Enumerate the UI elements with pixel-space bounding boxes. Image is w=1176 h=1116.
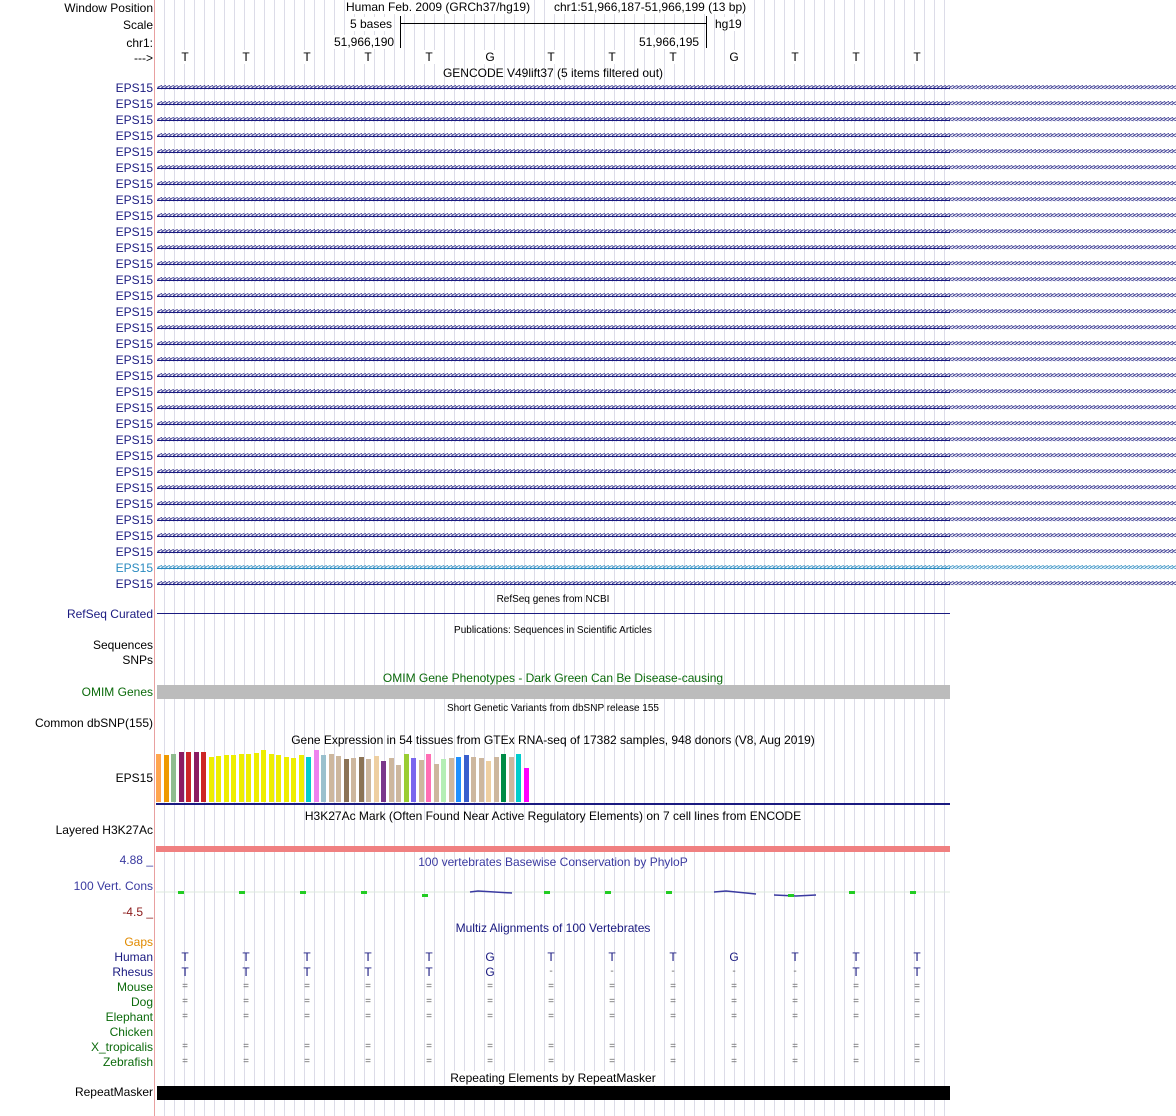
gtex-tissue-bar[interactable] [299, 755, 304, 802]
gencode-transcript-label[interactable]: EPS15 [115, 129, 153, 143]
conservation-mark [361, 891, 367, 894]
gtex-tissue-bar[interactable] [276, 755, 281, 802]
base-letter: G [485, 50, 495, 64]
gtex-tissue-bar[interactable] [479, 758, 484, 802]
strand-arrows: <<<<<<<<<<<<<<<<<<<<<<<<<<<<<<<<<<<<<<<<<<<<<<<<<<<<<<<<<<<<<<<<<<<<<<<<<<<<<<<<<<<<<<<<<<<<<<<<<<<<<<<<<<<<<<<<<<<<<<<<<<<<<<<<<<<<<<<<<<<<<<<<<<<<<<<<<<<<<<<<<<<<<<<<<<<<<<<<<<<<<<<<<<<<<<<<<<<<<<<<<<<<<<<<<<<<<<<<<<<<<<<<<<<<<<<<<<<<<<<<<<<<<<<<<<<<<<<<<<<< [157, 99, 1176, 109]
gtex-tissue-bar[interactable] [456, 757, 461, 802]
gtex-tissue-bar[interactable] [471, 757, 476, 802]
gtex-tissue-bar[interactable] [524, 768, 529, 802]
gtex-tissue-bar[interactable] [194, 752, 199, 802]
alignment-base: = [792, 1011, 798, 1022]
gtex-tissue-bar[interactable] [344, 759, 349, 802]
gtex-tissue-bar[interactable] [494, 757, 499, 802]
strand-arrows: <<<<<<<<<<<<<<<<<<<<<<<<<<<<<<<<<<<<<<<<<<<<<<<<<<<<<<<<<<<<<<<<<<<<<<<<<<<<<<<<<<<<<<<<<<<<<<<<<<<<<<<<<<<<<<<<<<<<<<<<<<<<<<<<<<<<<<<<<<<<<<<<<<<<<<<<<<<<<<<<<<<<<<<<<<<<<<<<<<<<<<<<<<<<<<<<<<<<<<<<<<<<<<<<<<<<<<<<<<<<<<<<<<<<<<<<<<<<<<<<<<<<<<<<<<<<<<<<<<<< [157, 387, 1176, 397]
gtex-tissue-bar[interactable] [179, 752, 184, 802]
multiz-gaps-label: Gaps [124, 935, 153, 949]
conservation-plot[interactable] [156, 880, 950, 900]
alignment-base: T [913, 950, 921, 964]
alignment-base: T [852, 965, 860, 979]
species-label[interactable]: Human [114, 950, 153, 964]
strand-arrows: <<<<<<<<<<<<<<<<<<<<<<<<<<<<<<<<<<<<<<<<<<<<<<<<<<<<<<<<<<<<<<<<<<<<<<<<<<<<<<<<<<<<<<<<<<<<<<<<<<<<<<<<<<<<<<<<<<<<<<<<<<<<<<<<<<<<<<<<<<<<<<<<<<<<<<<<<<<<<<<<<<<<<<<<<<<<<<<<<<<<<<<<<<<<<<<<<<<<<<<<<<<<<<<<<<<<<<<<<<<<<<<<<<<<<<<<<<<<<<<<<<<<<<<<<<<<<<<<<<<< [157, 467, 1176, 477]
alignment-base: = [365, 996, 371, 1007]
alignment-base: = [731, 981, 737, 992]
conservation-label[interactable]: 100 Vert. Cons [73, 879, 153, 893]
alignment-base: = [853, 981, 859, 992]
gtex-track-title[interactable]: Gene Expression in 54 tissues from GTEx RNA-seq of 17382 samples, 948 donors (V8, Aug 2019) [291, 733, 815, 747]
gencode-transcript-label[interactable]: EPS15 [115, 449, 153, 463]
gtex-tissue-bar[interactable] [156, 754, 161, 802]
alignment-base: = [670, 981, 676, 992]
gtex-tissue-bar[interactable] [396, 765, 401, 802]
alignment-base: = [304, 1011, 310, 1022]
conservation-mark [300, 891, 306, 894]
alignment-base: = [792, 996, 798, 1007]
gtex-tissue-bar[interactable] [186, 752, 191, 802]
alignment-base: = [487, 996, 493, 1007]
alignment-base: G [485, 950, 495, 964]
gencode-transcript-label[interactable]: EPS15 [115, 385, 153, 399]
strand-arrows: <<<<<<<<<<<<<<<<<<<<<<<<<<<<<<<<<<<<<<<<<<<<<<<<<<<<<<<<<<<<<<<<<<<<<<<<<<<<<<<<<<<<<<<<<<<<<<<<<<<<<<<<<<<<<<<<<<<<<<<<<<<<<<<<<<<<<<<<<<<<<<<<<<<<<<<<<<<<<<<<<<<<<<<<<<<<<<<<<<<<<<<<<<<<<<<<<<<<<<<<<<<<<<<<<<<<<<<<<<<<<<<<<<<<<<<<<<<<<<<<<<<<<<<<<<<<<<<<<<<< [157, 323, 1176, 333]
gtex-tissue-bar[interactable] [419, 760, 424, 802]
alignment-base: G [729, 950, 739, 964]
base-letter: G [729, 50, 739, 64]
alignment-base: = [304, 1041, 310, 1052]
gencode-transcript-label[interactable]: EPS15 [115, 545, 153, 559]
alignment-base: = [548, 1056, 554, 1067]
alignment-base: = [487, 981, 493, 992]
gtex-tissue-bar[interactable] [216, 756, 221, 802]
species-label[interactable]: Zebrafish [102, 1055, 153, 1069]
alignment-base: = [426, 1056, 432, 1067]
omim-label[interactable]: OMIM Genes [81, 685, 153, 699]
repeatmasker-bar[interactable] [157, 1086, 950, 1100]
conservation-mark [910, 891, 916, 894]
gtex-tissue-bar[interactable] [269, 754, 274, 802]
gtex-tissue-bar[interactable] [501, 754, 506, 802]
gtex-tissue-bar[interactable] [351, 758, 356, 802]
base-letter: T [179, 50, 191, 64]
h3k27ac-label[interactable]: Layered H3K27Ac [55, 823, 153, 837]
gtex-tissue-bar[interactable] [164, 755, 169, 802]
strand-arrows: <<<<<<<<<<<<<<<<<<<<<<<<<<<<<<<<<<<<<<<<<<<<<<<<<<<<<<<<<<<<<<<<<<<<<<<<<<<<<<<<<<<<<<<<<<<<<<<<<<<<<<<<<<<<<<<<<<<<<<<<<<<<<<<<<<<<<<<<<<<<<<<<<<<<<<<<<<<<<<<<<<<<<<<<<<<<<<<<<<<<<<<<<<<<<<<<<<<<<<<<<<<<<<<<<<<<<<<<<<<<<<<<<<<<<<<<<<<<<<<<<<<<<<<<<<<<<<<<<<<< [157, 307, 1176, 317]
alignment-base: T [181, 965, 189, 979]
multiz-track-title[interactable]: Multiz Alignments of 100 Vertebrates [455, 921, 651, 935]
label-separator [154, 0, 155, 1116]
alignment-base: - [671, 966, 675, 977]
gtex-tissue-bar[interactable] [366, 759, 371, 802]
species-label[interactable]: Chicken [109, 1025, 153, 1039]
gencode-transcript-label[interactable]: EPS15 [115, 353, 153, 367]
alignment-base: = [365, 1011, 371, 1022]
alignment-base: = [304, 1056, 310, 1067]
gencode-transcript-label[interactable]: EPS15 [115, 97, 153, 111]
strand-arrows: <<<<<<<<<<<<<<<<<<<<<<<<<<<<<<<<<<<<<<<<<<<<<<<<<<<<<<<<<<<<<<<<<<<<<<<<<<<<<<<<<<<<<<<<<<<<<<<<<<<<<<<<<<<<<<<<<<<<<<<<<<<<<<<<<<<<<<<<<<<<<<<<<<<<<<<<<<<<<<<<<<<<<<<<<<<<<<<<<<<<<<<<<<<<<<<<<<<<<<<<<<<<<<<<<<<<<<<<<<<<<<<<<<<<<<<<<<<<<<<<<<<<<<<<<<<<<<<<<<<< [157, 483, 1176, 493]
refseq-track-title[interactable]: RefSeq genes from NCBI [496, 594, 610, 605]
scale-label: Scale [122, 18, 153, 32]
base-letter: T [850, 50, 862, 64]
gencode-transcript-label[interactable]: EPS15 [115, 289, 153, 303]
gtex-tissue-bar[interactable] [404, 754, 409, 802]
gtex-tissue-bar[interactable] [224, 755, 229, 802]
alignment-base: T [791, 950, 799, 964]
scale-bar-right-tick [706, 16, 707, 30]
gtex-baseline [156, 803, 950, 805]
base-letter: T [911, 50, 923, 64]
coord-left: 51,966,190 [334, 35, 395, 49]
alignment-base: T [364, 950, 372, 964]
publications-sequences-label[interactable]: Sequences [92, 638, 153, 652]
strand-arrows: <<<<<<<<<<<<<<<<<<<<<<<<<<<<<<<<<<<<<<<<<<<<<<<<<<<<<<<<<<<<<<<<<<<<<<<<<<<<<<<<<<<<<<<<<<<<<<<<<<<<<<<<<<<<<<<<<<<<<<<<<<<<<<<<<<<<<<<<<<<<<<<<<<<<<<<<<<<<<<<<<<<<<<<<<<<<<<<<<<<<<<<<<<<<<<<<<<<<<<<<<<<<<<<<<<<<<<<<<<<<<<<<<<<<<<<<<<<<<<<<<<<<<<<<<<<<<<<<<<<< [157, 227, 1176, 237]
alignment-base: = [487, 1056, 493, 1067]
alignment-base: T [669, 950, 677, 964]
base-letter: T [545, 50, 557, 64]
gtex-tissue-bar[interactable] [329, 754, 334, 802]
strand-arrows: <<<<<<<<<<<<<<<<<<<<<<<<<<<<<<<<<<<<<<<<<<<<<<<<<<<<<<<<<<<<<<<<<<<<<<<<<<<<<<<<<<<<<<<<<<<<<<<<<<<<<<<<<<<<<<<<<<<<<<<<<<<<<<<<<<<<<<<<<<<<<<<<<<<<<<<<<<<<<<<<<<<<<<<<<<<<<<<<<<<<<<<<<<<<<<<<<<<<<<<<<<<<<<<<<<<<<<<<<<<<<<<<<<<<<<<<<<<<<<<<<<<<<<<<<<<<<<<<<<<< [157, 339, 1176, 349]
gtex-tissue-bar[interactable] [381, 761, 386, 802]
alignment-base: T [608, 950, 616, 964]
assembly-name: Human Feb. 2009 (GRCh37/hg19) [346, 0, 531, 14]
gtex-tissue-bar[interactable] [284, 757, 289, 802]
gtex-tissue-bar[interactable] [231, 755, 236, 802]
base-letter: T [423, 50, 435, 64]
species-label[interactable]: Mouse [116, 980, 153, 994]
alignment-base: T [425, 950, 433, 964]
species-label[interactable]: Rhesus [112, 965, 153, 979]
alignment-base: = [426, 1011, 432, 1022]
gtex-tissue-bar[interactable] [441, 759, 446, 802]
strand-arrows: <<<<<<<<<<<<<<<<<<<<<<<<<<<<<<<<<<<<<<<<<<<<<<<<<<<<<<<<<<<<<<<<<<<<<<<<<<<<<<<<<<<<<<<<<<<<<<<<<<<<<<<<<<<<<<<<<<<<<<<<<<<<<<<<<<<<<<<<<<<<<<<<<<<<<<<<<<<<<<<<<<<<<<<<<<<<<<<<<<<<<<<<<<<<<<<<<<<<<<<<<<<<<<<<<<<<<<<<<<<<<<<<<<<<<<<<<<<<<<<<<<<<<<<<<<<<<<<<<<<< [157, 371, 1176, 381]
alignment-base: = [609, 996, 615, 1007]
gencode-transcript-label[interactable]: EPS15 [115, 465, 153, 479]
dbsnp-track-title[interactable]: Short Genetic Variants from dbSNP release 155 [447, 703, 659, 714]
gtex-tissue-bar[interactable] [411, 758, 416, 802]
scale-bar [400, 23, 707, 24]
conservation-mark [178, 891, 184, 894]
window-position-label: Window Position [64, 1, 153, 15]
strand-arrows: <<<<<<<<<<<<<<<<<<<<<<<<<<<<<<<<<<<<<<<<<<<<<<<<<<<<<<<<<<<<<<<<<<<<<<<<<<<<<<<<<<<<<<<<<<<<<<<<<<<<<<<<<<<<<<<<<<<<<<<<<<<<<<<<<<<<<<<<<<<<<<<<<<<<<<<<<<<<<<<<<<<<<<<<<<<<<<<<<<<<<<<<<<<<<<<<<<<<<<<<<<<<<<<<<<<<<<<<<<<<<<<<<<<<<<<<<<<<<<<<<<<<<<<<<<<<<<<<<<<< [157, 451, 1176, 461]
conservation-mark [666, 891, 672, 894]
gencode-transcript-label[interactable]: EPS15 [115, 561, 153, 575]
base-letter: T [606, 50, 618, 64]
gencode-transcript-label[interactable]: EPS15 [115, 273, 153, 287]
conservation-max-label: 4.88 _ [119, 853, 153, 867]
strand-arrows: <<<<<<<<<<<<<<<<<<<<<<<<<<<<<<<<<<<<<<<<<<<<<<<<<<<<<<<<<<<<<<<<<<<<<<<<<<<<<<<<<<<<<<<<<<<<<<<<<<<<<<<<<<<<<<<<<<<<<<<<<<<<<<<<<<<<<<<<<<<<<<<<<<<<<<<<<<<<<<<<<<<<<<<<<<<<<<<<<<<<<<<<<<<<<<<<<<<<<<<<<<<<<<<<<<<<<<<<<<<<<<<<<<<<<<<<<<<<<<<<<<<<<<<<<<<<<<<<<<<< [157, 115, 1176, 125]
strand-arrows: <<<<<<<<<<<<<<<<<<<<<<<<<<<<<<<<<<<<<<<<<<<<<<<<<<<<<<<<<<<<<<<<<<<<<<<<<<<<<<<<<<<<<<<<<<<<<<<<<<<<<<<<<<<<<<<<<<<<<<<<<<<<<<<<<<<<<<<<<<<<<<<<<<<<<<<<<<<<<<<<<<<<<<<<<<<<<<<<<<<<<<<<<<<<<<<<<<<<<<<<<<<<<<<<<<<<<<<<<<<<<<<<<<<<<<<<<<<<<<<<<<<<<<<<<<<<<<<<<<<< [157, 195, 1176, 205]
alignment-base: = [853, 1056, 859, 1067]
conservation-mark [544, 891, 550, 894]
gtex-tissue-bar[interactable] [321, 755, 326, 802]
gtex-tissue-bar[interactable] [426, 754, 431, 802]
alignment-base: = [548, 1011, 554, 1022]
gtex-tissue-bar[interactable] [374, 756, 379, 802]
alignment-base: = [792, 1056, 798, 1067]
gencode-transcript-label[interactable]: EPS15 [115, 209, 153, 223]
gtex-tissue-bar[interactable] [389, 758, 394, 802]
alignment-base: G [485, 965, 495, 979]
conservation-curve [774, 895, 816, 896]
gencode-transcript-label[interactable]: EPS15 [115, 401, 153, 415]
alignment-base: = [365, 1041, 371, 1052]
alignment-base: = [243, 1056, 249, 1067]
alignment-base: = [670, 1056, 676, 1067]
alignment-base: = [426, 981, 432, 992]
base-letter: T [667, 50, 679, 64]
strand-arrows: <<<<<<<<<<<<<<<<<<<<<<<<<<<<<<<<<<<<<<<<<<<<<<<<<<<<<<<<<<<<<<<<<<<<<<<<<<<<<<<<<<<<<<<<<<<<<<<<<<<<<<<<<<<<<<<<<<<<<<<<<<<<<<<<<<<<<<<<<<<<<<<<<<<<<<<<<<<<<<<<<<<<<<<<<<<<<<<<<<<<<<<<<<<<<<<<<<<<<<<<<<<<<<<<<<<<<<<<<<<<<<<<<<<<<<<<<<<<<<<<<<<<<<<<<<<<<<<<<<<< [157, 83, 1176, 93]
gencode-track-title[interactable]: GENCODE V49lift37 (5 items filtered out) [442, 66, 664, 80]
strand-arrows: <<<<<<<<<<<<<<<<<<<<<<<<<<<<<<<<<<<<<<<<<<<<<<<<<<<<<<<<<<<<<<<<<<<<<<<<<<<<<<<<<<<<<<<<<<<<<<<<<<<<<<<<<<<<<<<<<<<<<<<<<<<<<<<<<<<<<<<<<<<<<<<<<<<<<<<<<<<<<<<<<<<<<<<<<<<<<<<<<<<<<<<<<<<<<<<<<<<<<<<<<<<<<<<<<<<<<<<<<<<<<<<<<<<<<<<<<<<<<<<<<<<<<<<<<<<<<<<<<<<< [157, 275, 1176, 285]
db-text: hg19 [715, 17, 742, 31]
strand-arrows: <<<<<<<<<<<<<<<<<<<<<<<<<<<<<<<<<<<<<<<<<<<<<<<<<<<<<<<<<<<<<<<<<<<<<<<<<<<<<<<<<<<<<<<<<<<<<<<<<<<<<<<<<<<<<<<<<<<<<<<<<<<<<<<<<<<<<<<<<<<<<<<<<<<<<<<<<<<<<<<<<<<<<<<<<<<<<<<<<<<<<<<<<<<<<<<<<<<<<<<<<<<<<<<<<<<<<<<<<<<<<<<<<<<<<<<<<<<<<<<<<<<<<<<<<<<<<<<<<<<< [157, 531, 1176, 541]
strand-arrows: <<<<<<<<<<<<<<<<<<<<<<<<<<<<<<<<<<<<<<<<<<<<<<<<<<<<<<<<<<<<<<<<<<<<<<<<<<<<<<<<<<<<<<<<<<<<<<<<<<<<<<<<<<<<<<<<<<<<<<<<<<<<<<<<<<<<<<<<<<<<<<<<<<<<<<<<<<<<<<<<<<<<<<<<<<<<<<<<<<<<<<<<<<<<<<<<<<<<<<<<<<<<<<<<<<<<<<<<<<<<<<<<<<<<<<<<<<<<<<<<<<<<<<<<<<<<<<<<<<<< [157, 403, 1176, 413]
base-letter: T [240, 50, 252, 64]
conservation-mark [605, 891, 611, 894]
species-label[interactable]: X_tropicalis [90, 1040, 153, 1054]
strand-arrows: <<<<<<<<<<<<<<<<<<<<<<<<<<<<<<<<<<<<<<<<<<<<<<<<<<<<<<<<<<<<<<<<<<<<<<<<<<<<<<<<<<<<<<<<<<<<<<<<<<<<<<<<<<<<<<<<<<<<<<<<<<<<<<<<<<<<<<<<<<<<<<<<<<<<<<<<<<<<<<<<<<<<<<<<<<<<<<<<<<<<<<<<<<<<<<<<<<<<<<<<<<<<<<<<<<<<<<<<<<<<<<<<<<<<<<<<<<<<<<<<<<<<<<<<<<<<<<<<<<<< [157, 179, 1176, 189]
alignment-base: T [425, 965, 433, 979]
conservation-mark [849, 891, 855, 894]
refseq-gene-line[interactable] [157, 613, 950, 614]
gtex-tissue-bar[interactable] [306, 757, 311, 802]
conservation-mark [788, 894, 794, 897]
alignment-base: T [303, 965, 311, 979]
coord-left-tick [400, 30, 401, 48]
gtex-tissue-bar[interactable] [449, 758, 454, 802]
gencode-transcript-label[interactable]: EPS15 [115, 577, 153, 591]
alignment-base: - [549, 966, 553, 977]
gtex-tissue-bar[interactable] [434, 764, 439, 802]
base-letter: T [789, 50, 801, 64]
strand-arrows: <<<<<<<<<<<<<<<<<<<<<<<<<<<<<<<<<<<<<<<<<<<<<<<<<<<<<<<<<<<<<<<<<<<<<<<<<<<<<<<<<<<<<<<<<<<<<<<<<<<<<<<<<<<<<<<<<<<<<<<<<<<<<<<<<<<<<<<<<<<<<<<<<<<<<<<<<<<<<<<<<<<<<<<<<<<<<<<<<<<<<<<<<<<<<<<<<<<<<<<<<<<<<<<<<<<<<<<<<<<<<<<<<<<<<<<<<<<<<<<<<<<<<<<<<<<<<<<<<<<< [157, 131, 1176, 141]
gtex-tissue-bar[interactable] [464, 755, 469, 802]
gtex-tissue-bar[interactable] [209, 757, 214, 802]
strand-arrows: <<<<<<<<<<<<<<<<<<<<<<<<<<<<<<<<<<<<<<<<<<<<<<<<<<<<<<<<<<<<<<<<<<<<<<<<<<<<<<<<<<<<<<<<<<<<<<<<<<<<<<<<<<<<<<<<<<<<<<<<<<<<<<<<<<<<<<<<<<<<<<<<<<<<<<<<<<<<<<<<<<<<<<<<<<<<<<<<<<<<<<<<<<<<<<<<<<<<<<<<<<<<<<<<<<<<<<<<<<<<<<<<<<<<<<<<<<<<<<<<<<<<<<<<<<<<<<<<<<<< [157, 499, 1176, 509]
gtex-tissue-bar[interactable] [486, 761, 491, 802]
strand-arrows: <<<<<<<<<<<<<<<<<<<<<<<<<<<<<<<<<<<<<<<<<<<<<<<<<<<<<<<<<<<<<<<<<<<<<<<<<<<<<<<<<<<<<<<<<<<<<<<<<<<<<<<<<<<<<<<<<<<<<<<<<<<<<<<<<<<<<<<<<<<<<<<<<<<<<<<<<<<<<<<<<<<<<<<<<<<<<<<<<<<<<<<<<<<<<<<<<<<<<<<<<<<<<<<<<<<<<<<<<<<<<<<<<<<<<<<<<<<<<<<<<<<<<<<<<<<<<<<<<<<< [157, 563, 1176, 573]
gencode-transcript-label[interactable]: EPS15 [115, 241, 153, 255]
base-letter: T [301, 50, 313, 64]
scale-text: 5 bases [350, 17, 393, 31]
gtex-tissue-bar[interactable] [314, 750, 319, 802]
gencode-transcript-label[interactable]: EPS15 [115, 529, 153, 543]
omim-gene-bar[interactable] [157, 685, 950, 699]
strand-arrows: <<<<<<<<<<<<<<<<<<<<<<<<<<<<<<<<<<<<<<<<<<<<<<<<<<<<<<<<<<<<<<<<<<<<<<<<<<<<<<<<<<<<<<<<<<<<<<<<<<<<<<<<<<<<<<<<<<<<<<<<<<<<<<<<<<<<<<<<<<<<<<<<<<<<<<<<<<<<<<<<<<<<<<<<<<<<<<<<<<<<<<<<<<<<<<<<<<<<<<<<<<<<<<<<<<<<<<<<<<<<<<<<<<<<<<<<<<<<<<<<<<<<<<<<<<<<<<<<<<<< [157, 243, 1176, 253]
omim-track-title[interactable]: OMIM Gene Phenotypes - Dark Green Can Be Disease-causing [382, 671, 724, 685]
alignment-base: T [913, 965, 921, 979]
strand-arrows: <<<<<<<<<<<<<<<<<<<<<<<<<<<<<<<<<<<<<<<<<<<<<<<<<<<<<<<<<<<<<<<<<<<<<<<<<<<<<<<<<<<<<<<<<<<<<<<<<<<<<<<<<<<<<<<<<<<<<<<<<<<<<<<<<<<<<<<<<<<<<<<<<<<<<<<<<<<<<<<<<<<<<<<<<<<<<<<<<<<<<<<<<<<<<<<<<<<<<<<<<<<<<<<<<<<<<<<<<<<<<<<<<<<<<<<<<<<<<<<<<<<<<<<<<<<<<<<<<<<< [157, 211, 1176, 221]
alignment-base: = [670, 996, 676, 1007]
gtex-tissue-bar[interactable] [201, 752, 206, 802]
alignment-base: = [365, 1056, 371, 1067]
gtex-gene-label[interactable]: EPS15 [115, 771, 153, 785]
alignment-base: = [914, 1011, 920, 1022]
gtex-tissue-bar[interactable] [359, 757, 364, 802]
alignment-base: = [792, 1041, 798, 1052]
gtex-tissue-bar[interactable] [509, 757, 514, 802]
alignment-base: - [610, 966, 614, 977]
gencode-transcript-label[interactable]: EPS15 [115, 161, 153, 175]
gtex-tissue-bar[interactable] [336, 756, 341, 802]
alignment-base: = [426, 996, 432, 1007]
alignment-base: = [426, 1041, 432, 1052]
strand-arrows: <<<<<<<<<<<<<<<<<<<<<<<<<<<<<<<<<<<<<<<<<<<<<<<<<<<<<<<<<<<<<<<<<<<<<<<<<<<<<<<<<<<<<<<<<<<<<<<<<<<<<<<<<<<<<<<<<<<<<<<<<<<<<<<<<<<<<<<<<<<<<<<<<<<<<<<<<<<<<<<<<<<<<<<<<<<<<<<<<<<<<<<<<<<<<<<<<<<<<<<<<<<<<<<<<<<<<<<<<<<<<<<<<<<<<<<<<<<<<<<<<<<<<<<<<<<<<<<<<<<< [157, 579, 1176, 589]
alignment-base: T [242, 965, 250, 979]
alignment-base: = [670, 1011, 676, 1022]
species-label[interactable]: Elephant [105, 1010, 153, 1024]
alignment-base: T [852, 950, 860, 964]
alignment-base: = [853, 1041, 859, 1052]
alignment-base: = [182, 1056, 188, 1067]
gencode-transcript-label[interactable]: EPS15 [115, 257, 153, 271]
base-letter: T [362, 50, 374, 64]
repeatmasker-label[interactable]: RepeatMasker [74, 1085, 153, 1099]
dbsnp-label[interactable]: Common dbSNP(155) [34, 716, 153, 730]
coord-right: 51,966,195 [639, 35, 700, 49]
strand-arrows: <<<<<<<<<<<<<<<<<<<<<<<<<<<<<<<<<<<<<<<<<<<<<<<<<<<<<<<<<<<<<<<<<<<<<<<<<<<<<<<<<<<<<<<<<<<<<<<<<<<<<<<<<<<<<<<<<<<<<<<<<<<<<<<<<<<<<<<<<<<<<<<<<<<<<<<<<<<<<<<<<<<<<<<<<<<<<<<<<<<<<<<<<<<<<<<<<<<<<<<<<<<<<<<<<<<<<<<<<<<<<<<<<<<<<<<<<<<<<<<<<<<<<<<<<<<<<<<<<<<< [157, 515, 1176, 525]
alignment-base: T [303, 950, 311, 964]
gencode-transcript-label[interactable]: EPS15 [115, 321, 153, 335]
alignment-base: = [609, 1056, 615, 1067]
coord-right-tick [706, 30, 707, 48]
gencode-transcript-label[interactable]: EPS15 [115, 305, 153, 319]
strand-arrows: <<<<<<<<<<<<<<<<<<<<<<<<<<<<<<<<<<<<<<<<<<<<<<<<<<<<<<<<<<<<<<<<<<<<<<<<<<<<<<<<<<<<<<<<<<<<<<<<<<<<<<<<<<<<<<<<<<<<<<<<<<<<<<<<<<<<<<<<<<<<<<<<<<<<<<<<<<<<<<<<<<<<<<<<<<<<<<<<<<<<<<<<<<<<<<<<<<<<<<<<<<<<<<<<<<<<<<<<<<<<<<<<<<<<<<<<<<<<<<<<<<<<<<<<<<<<<<<<<<<< [157, 435, 1176, 445]
alignment-base: = [487, 1011, 493, 1022]
alignment-base: - [793, 966, 797, 977]
gtex-tissue-bar[interactable] [254, 753, 259, 802]
conservation-mark [422, 894, 428, 897]
strand-arrows: <<<<<<<<<<<<<<<<<<<<<<<<<<<<<<<<<<<<<<<<<<<<<<<<<<<<<<<<<<<<<<<<<<<<<<<<<<<<<<<<<<<<<<<<<<<<<<<<<<<<<<<<<<<<<<<<<<<<<<<<<<<<<<<<<<<<<<<<<<<<<<<<<<<<<<<<<<<<<<<<<<<<<<<<<<<<<<<<<<<<<<<<<<<<<<<<<<<<<<<<<<<<<<<<<<<<<<<<<<<<<<<<<<<<<<<<<<<<<<<<<<<<<<<<<<<<<<<<<<<< [157, 259, 1176, 269]
alignment-base: = [182, 996, 188, 1007]
gencode-transcript-label[interactable]: EPS15 [115, 369, 153, 383]
alignment-base: T [242, 950, 250, 964]
alignment-base: = [548, 1041, 554, 1052]
alignment-base: = [243, 981, 249, 992]
gencode-transcript-label[interactable]: EPS15 [115, 433, 153, 447]
alignment-base: = [914, 1056, 920, 1067]
gencode-transcript-label[interactable]: EPS15 [115, 81, 153, 95]
repeatmasker-track-title[interactable]: Repeating Elements by RepeatMasker [450, 1071, 656, 1085]
alignment-base: = [182, 981, 188, 992]
alignment-base: = [182, 1041, 188, 1052]
conservation-mark [239, 891, 245, 894]
conservation-track-title[interactable]: 100 vertebrates Basewise Conservation by PhyloP [418, 855, 688, 869]
alignment-base: = [609, 1041, 615, 1052]
alignment-base: = [731, 1011, 737, 1022]
alignment-base: = [670, 1041, 676, 1052]
strand-arrows: <<<<<<<<<<<<<<<<<<<<<<<<<<<<<<<<<<<<<<<<<<<<<<<<<<<<<<<<<<<<<<<<<<<<<<<<<<<<<<<<<<<<<<<<<<<<<<<<<<<<<<<<<<<<<<<<<<<<<<<<<<<<<<<<<<<<<<<<<<<<<<<<<<<<<<<<<<<<<<<<<<<<<<<<<<<<<<<<<<<<<<<<<<<<<<<<<<<<<<<<<<<<<<<<<<<<<<<<<<<<<<<<<<<<<<<<<<<<<<<<<<<<<<<<<<<<<<<<<<<< [157, 547, 1176, 557]
alignment-base: = [914, 981, 920, 992]
strand-arrows: <<<<<<<<<<<<<<<<<<<<<<<<<<<<<<<<<<<<<<<<<<<<<<<<<<<<<<<<<<<<<<<<<<<<<<<<<<<<<<<<<<<<<<<<<<<<<<<<<<<<<<<<<<<<<<<<<<<<<<<<<<<<<<<<<<<<<<<<<<<<<<<<<<<<<<<<<<<<<<<<<<<<<<<<<<<<<<<<<<<<<<<<<<<<<<<<<<<<<<<<<<<<<<<<<<<<<<<<<<<<<<<<<<<<<<<<<<<<<<<<<<<<<<<<<<<<<<<<<<<< [157, 147, 1176, 157]
alignment-base: = [548, 996, 554, 1007]
alignment-base: = [182, 1011, 188, 1022]
strand-arrows: <<<<<<<<<<<<<<<<<<<<<<<<<<<<<<<<<<<<<<<<<<<<<<<<<<<<<<<<<<<<<<<<<<<<<<<<<<<<<<<<<<<<<<<<<<<<<<<<<<<<<<<<<<<<<<<<<<<<<<<<<<<<<<<<<<<<<<<<<<<<<<<<<<<<<<<<<<<<<<<<<<<<<<<<<<<<<<<<<<<<<<<<<<<<<<<<<<<<<<<<<<<<<<<<<<<<<<<<<<<<<<<<<<<<<<<<<<<<<<<<<<<<<<<<<<<<<<<<<<<< [157, 419, 1176, 429]
alignment-base: = [487, 1041, 493, 1052]
gencode-transcript-label[interactable]: EPS15 [115, 417, 153, 431]
gencode-transcript-label[interactable]: EPS15 [115, 225, 153, 239]
alignment-base: T [181, 950, 189, 964]
gencode-transcript-label[interactable]: EPS15 [115, 193, 153, 207]
conservation-min-label: -4.5 _ [122, 905, 153, 919]
refseq-label[interactable]: RefSeq Curated [66, 607, 153, 621]
gencode-transcript-label[interactable]: EPS15 [115, 177, 153, 191]
gencode-transcript-label[interactable]: EPS15 [115, 337, 153, 351]
gtex-tissue-bar[interactable] [261, 750, 266, 802]
alignment-base: = [914, 996, 920, 1007]
strand-arrows: <<<<<<<<<<<<<<<<<<<<<<<<<<<<<<<<<<<<<<<<<<<<<<<<<<<<<<<<<<<<<<<<<<<<<<<<<<<<<<<<<<<<<<<<<<<<<<<<<<<<<<<<<<<<<<<<<<<<<<<<<<<<<<<<<<<<<<<<<<<<<<<<<<<<<<<<<<<<<<<<<<<<<<<<<<<<<<<<<<<<<<<<<<<<<<<<<<<<<<<<<<<<<<<<<<<<<<<<<<<<<<<<<<<<<<<<<<<<<<<<<<<<<<<<<<<<<<<<<<<< [157, 163, 1176, 173]
alignment-base: = [548, 981, 554, 992]
alignment-base: = [731, 996, 737, 1007]
gtex-tissue-bar[interactable] [239, 754, 244, 802]
gencode-transcript-label[interactable]: EPS15 [115, 497, 153, 511]
strand-arrows: <<<<<<<<<<<<<<<<<<<<<<<<<<<<<<<<<<<<<<<<<<<<<<<<<<<<<<<<<<<<<<<<<<<<<<<<<<<<<<<<<<<<<<<<<<<<<<<<<<<<<<<<<<<<<<<<<<<<<<<<<<<<<<<<<<<<<<<<<<<<<<<<<<<<<<<<<<<<<<<<<<<<<<<<<<<<<<<<<<<<<<<<<<<<<<<<<<<<<<<<<<<<<<<<<<<<<<<<<<<<<<<<<<<<<<<<<<<<<<<<<<<<<<<<<<<<<<<<<<<< [157, 355, 1176, 365]
alignment-base: = [243, 1011, 249, 1022]
alignment-base: = [243, 1041, 249, 1052]
alignment-base: = [731, 1041, 737, 1052]
h3k27ac-signal-bar[interactable] [156, 846, 950, 852]
alignment-base: = [365, 981, 371, 992]
gencode-transcript-label[interactable]: EPS15 [115, 513, 153, 527]
alignment-base: = [731, 1056, 737, 1067]
alignment-base: = [609, 1011, 615, 1022]
gencode-transcript-label[interactable]: EPS15 [115, 113, 153, 127]
alignment-base: = [243, 996, 249, 1007]
publications-track-title[interactable]: Publications: Sequences in Scientific Articles [454, 625, 652, 636]
gencode-transcript-label[interactable]: EPS15 [115, 481, 153, 495]
gtex-tissue-bar[interactable] [246, 754, 251, 802]
alignment-base: T [364, 965, 372, 979]
gencode-transcript-label[interactable]: EPS15 [115, 145, 153, 159]
chrom-label: chr1: [126, 36, 153, 50]
strand-label: ---> [134, 51, 153, 65]
alignment-base: = [853, 996, 859, 1007]
alignment-base: - [732, 966, 736, 977]
alignment-base: = [609, 981, 615, 992]
alignment-base: = [792, 981, 798, 992]
position-range: chr1:51,966,187-51,966,199 (13 bp) [554, 0, 747, 14]
alignment-base: T [547, 950, 555, 964]
publications-snps-label[interactable]: SNPs [122, 653, 153, 667]
species-label[interactable]: Dog [130, 995, 153, 1009]
strand-arrows: <<<<<<<<<<<<<<<<<<<<<<<<<<<<<<<<<<<<<<<<<<<<<<<<<<<<<<<<<<<<<<<<<<<<<<<<<<<<<<<<<<<<<<<<<<<<<<<<<<<<<<<<<<<<<<<<<<<<<<<<<<<<<<<<<<<<<<<<<<<<<<<<<<<<<<<<<<<<<<<<<<<<<<<<<<<<<<<<<<<<<<<<<<<<<<<<<<<<<<<<<<<<<<<<<<<<<<<<<<<<<<<<<<<<<<<<<<<<<<<<<<<<<<<<<<<<<<<<<<<< [157, 291, 1176, 301]
alignment-base: = [914, 1041, 920, 1052]
alignment-base: = [853, 1011, 859, 1022]
h3k27ac-track-title[interactable]: H3K27Ac Mark (Often Found Near Active Regulatory Elements) on 7 cell lines from ENCODE [304, 809, 802, 823]
gtex-tissue-bar[interactable] [291, 758, 296, 802]
alignment-base: = [304, 981, 310, 992]
gtex-tissue-bar[interactable] [171, 754, 176, 802]
gtex-tissue-bar[interactable] [516, 754, 521, 802]
alignment-base: = [304, 996, 310, 1007]
